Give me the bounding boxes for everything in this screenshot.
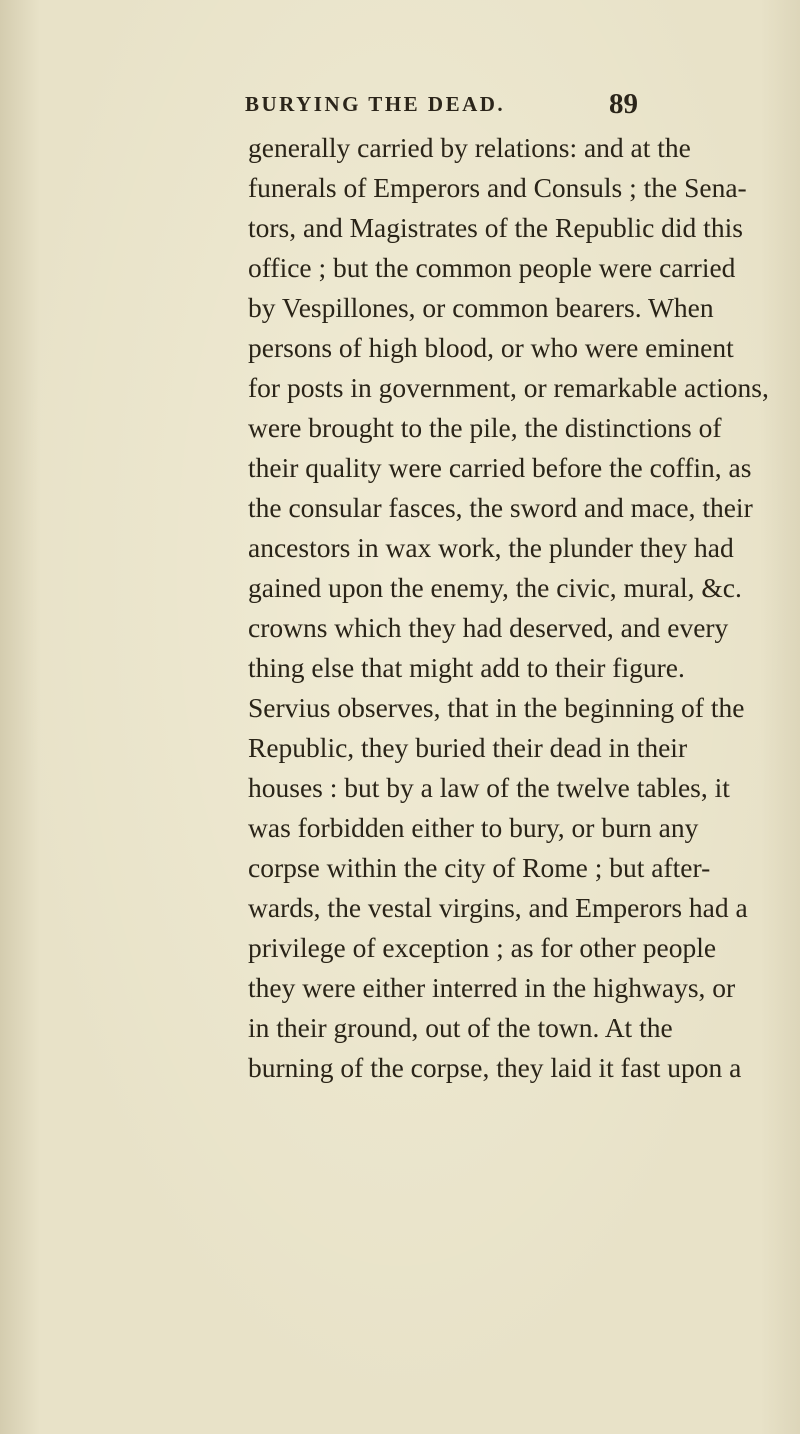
text-line: wards, the vestal virgins, and Emperors had a xyxy=(248,892,748,923)
text-line: Republic, they buried their dead in their xyxy=(248,732,688,763)
text-line: privilege of exception ; as for other people xyxy=(248,932,717,963)
text-line: thing else that might add to their figure. xyxy=(248,652,685,683)
text-line: tors, and Magistrates of the Republic did this xyxy=(248,212,743,243)
text-line: they were either interred in the highways, or xyxy=(248,972,736,1003)
text-line: crowns which they had deserved, and every xyxy=(248,612,729,643)
text-line: Servius observes, that in the beginning of the xyxy=(248,692,745,723)
text-line: gained upon the enemy, the civic, mural, &c. xyxy=(248,572,742,603)
text-line: for posts in government, or remarkable actions, xyxy=(248,372,769,403)
text-line: persons of high blood, or who were eminent xyxy=(248,332,734,363)
text-line: their quality were carried before the coffin, as xyxy=(248,452,752,483)
text-line: houses : but by a law of the twelve tables, it xyxy=(248,772,730,803)
running-head xyxy=(0,88,800,128)
text-line: by Vespillones, or common bearers. When xyxy=(248,292,714,323)
text-line: ancestors in wax work, the plunder they had xyxy=(248,532,734,563)
text-line: funerals of Emperors and Consuls ; the Sena- xyxy=(248,172,747,203)
text-line: office ; but the common people were carried xyxy=(248,252,736,283)
text-line: generally carried by relations: and at the xyxy=(248,132,691,163)
text-line: burning of the corpse, they laid it fast upon a xyxy=(248,1052,742,1083)
text-line: the consular fasces, the sword and mace, their xyxy=(248,492,753,523)
text-line: were brought to the pile, the distinctions of xyxy=(248,412,722,443)
text-line: corpse within the city of Rome ; but after- xyxy=(248,852,711,883)
running-title: BURYING THE DEAD. xyxy=(245,92,506,116)
page-number: 89 xyxy=(609,88,638,120)
text-line: in their ground, out of the town. At the xyxy=(248,1012,673,1043)
text-line: was forbidden either to bury, or burn any xyxy=(248,812,699,843)
